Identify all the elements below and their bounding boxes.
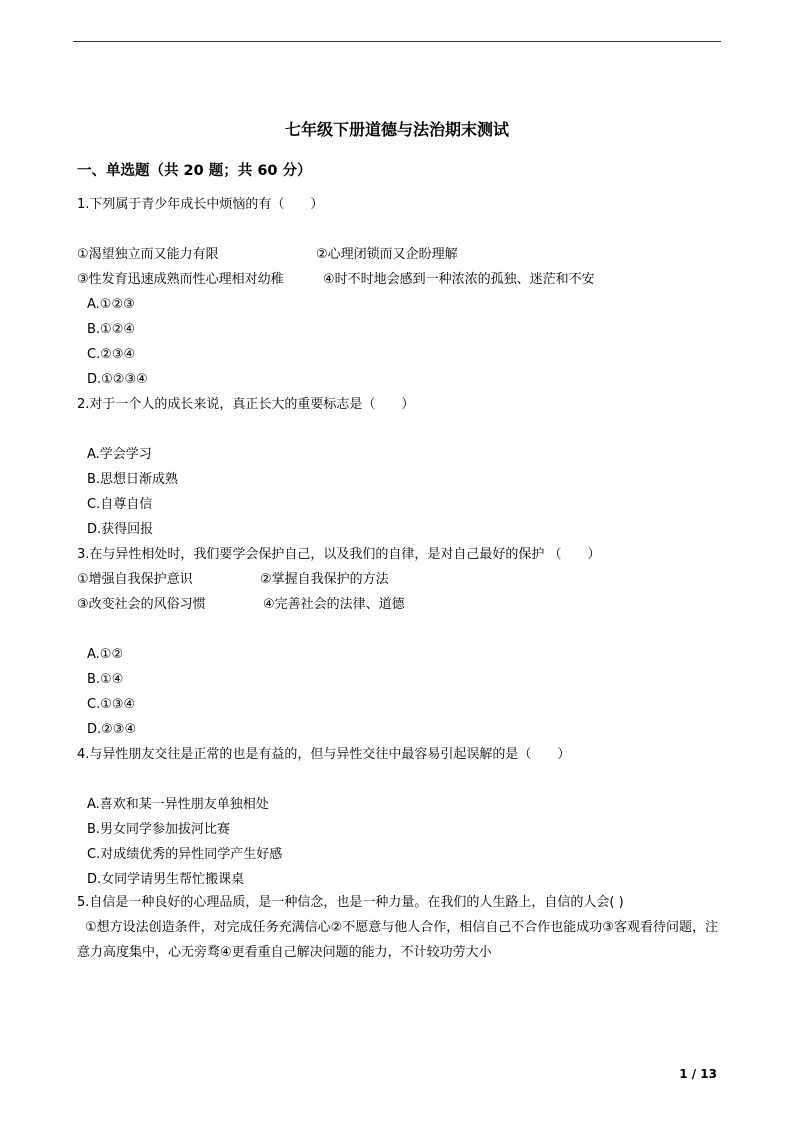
question-3-option-d[interactable]: D.②③④ xyxy=(87,722,137,737)
question-2-option-b[interactable]: B.思想日渐成熟 xyxy=(87,472,179,487)
question-1-option-c[interactable]: C.②③④ xyxy=(87,347,136,362)
question-1-option-d[interactable]: D.①②③④ xyxy=(87,372,148,387)
question-1-statement-4: ④时不时地会感到一种浓浓的孤独、迷茫和不安 xyxy=(323,272,595,287)
question-1-option-b[interactable]: B.①②④ xyxy=(87,322,136,337)
question-3-statement-2: ②掌握自我保护的方法 xyxy=(260,572,389,587)
page-number: 1 / 13 xyxy=(679,1067,717,1081)
question-4-option-a[interactable]: A.喜欢和某一异性朋友单独相处 xyxy=(87,797,269,812)
question-2-option-c[interactable]: C.自尊自信 xyxy=(87,497,153,512)
question-5-stem: 5.自信是一种良好的心理品质，是一种信念，也是一种力量。在我们的人生路上，自信的人会( ) xyxy=(77,895,624,910)
question-5-statements: ①想方设法创造条件，对完成任务充满信心②不愿意与他人合作，相信自己不合作也能成功③客观看待问题，注意力高度集中，心无旁骛④更看重自己解决问题的能力，不计较功劳大小 xyxy=(77,920,718,960)
question-2-stem: 2.对于一个人的成长来说，真正长大的重要标志是（ ） xyxy=(77,397,415,412)
section-heading: 一、单选题（共 20 题；共 60 分） xyxy=(77,163,312,179)
question-1-statement-1: ①渴望独立而又能力有限 xyxy=(77,247,219,262)
question-4-option-b[interactable]: B.男女同学参加拔河比赛 xyxy=(87,822,231,837)
question-1-stem: 1.下列属于青少年成长中烦恼的有（ ） xyxy=(77,197,324,212)
question-3-statement-3: ③改变社会的风俗习惯 xyxy=(77,597,206,612)
question-1-statement-2: ②心理闭锁而又企盼理解 xyxy=(316,247,458,262)
question-4-option-c[interactable]: C.对成绩优秀的异性同学产生好感 xyxy=(87,847,283,862)
question-3-statement-4: ④完善社会的法律、道德 xyxy=(263,597,405,612)
question-2-option-d[interactable]: D.获得回报 xyxy=(87,522,154,537)
question-1-option-a[interactable]: A.①②③ xyxy=(87,297,135,312)
header-rule xyxy=(73,41,721,42)
question-3-stem: 3.在与异性相处时，我们要学会保护自己，以及我们的自律，是对自己最好的保护 （ ） xyxy=(77,547,601,562)
question-3-option-c[interactable]: C.①③④ xyxy=(87,697,136,712)
question-4-stem: 4.与异性朋友交往是正常的也是有益的，但与异性交往中最容易引起误解的是（ ） xyxy=(77,747,571,762)
question-3-option-a[interactable]: A.①② xyxy=(87,647,124,662)
question-3-option-b[interactable]: B.①④ xyxy=(87,672,124,687)
question-1-statement-3: ③性发育迅速成熟而性心理相对幼稚 xyxy=(77,272,284,287)
question-2-option-a[interactable]: A.学会学习 xyxy=(87,447,152,462)
question-3-statement-1: ①增强自我保护意识 xyxy=(77,572,193,587)
document-title: 七年级下册道德与法治期末测试 xyxy=(284,120,509,139)
question-4-option-d[interactable]: D.女同学请男生帮忙搬课桌 xyxy=(87,872,245,887)
